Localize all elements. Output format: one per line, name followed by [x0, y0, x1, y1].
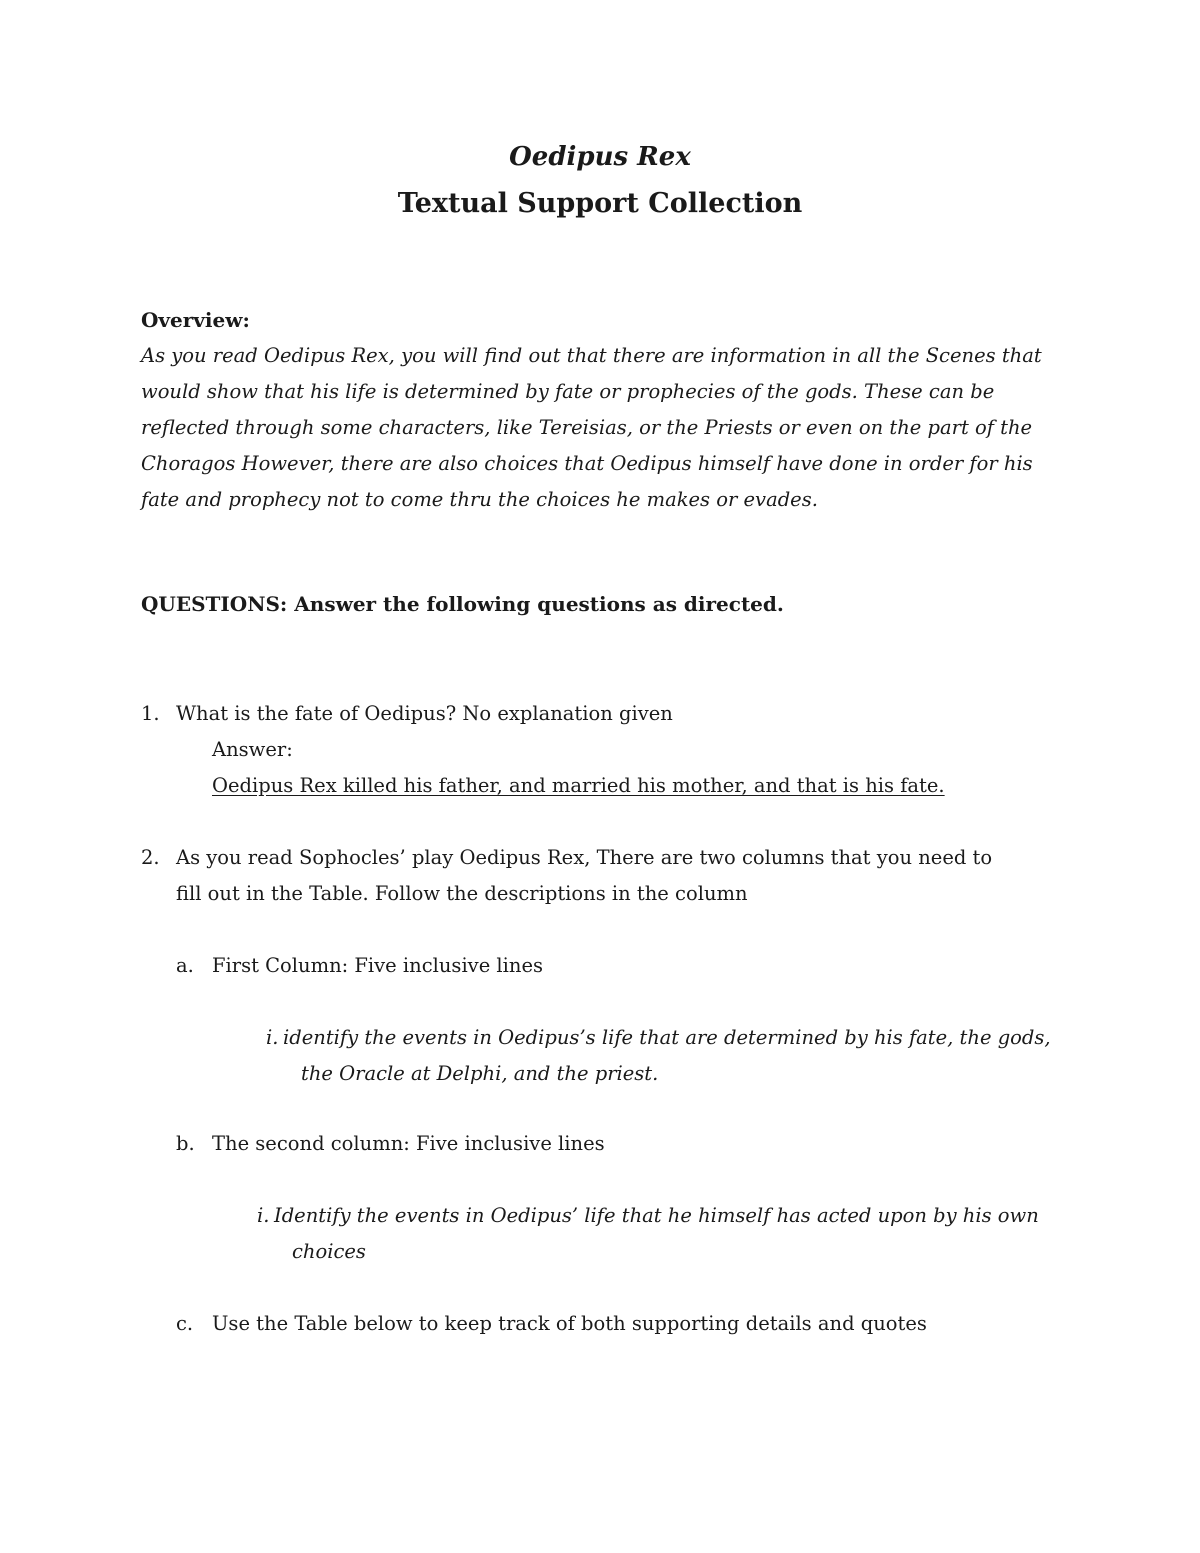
overview-line: As you read Oedipus Rex, you will find out that there are information in all the Scenes that: [141, 344, 1042, 367]
q1-number: 1.: [141, 702, 160, 725]
q2a-sub-marker: i.: [266, 1026, 279, 1049]
q1-text: What is the fate of Oedipus? No explanation given: [176, 702, 673, 725]
q2a-text: First Column: Five inclusive lines: [212, 954, 544, 977]
overview-label: Overview:: [141, 308, 250, 332]
q2-line: As you read Sophocles’ play Oedipus Rex, There are two columns that you need to: [176, 846, 993, 869]
document-title: Oedipus Rex: [509, 142, 691, 172]
q2c-marker: c.: [176, 1312, 194, 1335]
overview-line: would show that his life is determined by fate or prophecies of the gods. These can be: [141, 380, 995, 403]
overview-line: Choragos However, there are also choices that Oedipus himself have done in order for his: [141, 452, 1033, 475]
q2b-marker: b.: [176, 1132, 195, 1155]
q2a-sub-line: the Oracle at Delphi, and the priest.: [301, 1062, 659, 1085]
document-subtitle: Textual Support Collection: [397, 188, 803, 219]
q1-answer-text: Oedipus Rex killed his father, and married his mother, and that is his fate.: [212, 774, 945, 797]
q2a-sub-line: identify the events in Oedipus’s life that are determined by his fate, the gods,: [283, 1026, 1051, 1049]
q2-number: 2.: [141, 846, 160, 869]
q1-answer-label: Answer:: [212, 738, 293, 761]
q2-line: fill out in the Table. Follow the descriptions in the column: [176, 882, 748, 905]
q2b-text: The second column: Five inclusive lines: [212, 1132, 605, 1155]
overview-line: reflected through some characters, like Tereisias, or the Priests or even on the part of the: [141, 416, 1033, 439]
q2c-text: Use the Table below to keep track of both supporting details and quotes: [212, 1312, 927, 1335]
overview-paragraph: [141, 338, 1061, 518]
questions-heading: QUESTIONS: Answer the following questions as directed.: [141, 592, 784, 616]
q2b-sub-marker: i.: [257, 1204, 270, 1227]
q2a-marker: a.: [176, 954, 194, 977]
overview-line: fate and prophecy not to come thru the choices he makes or evades.: [141, 488, 818, 511]
q2b-sub-line: choices: [292, 1240, 366, 1263]
q2b-sub-line: Identify the events in Oedipus’ life that he himself has acted upon by his own: [274, 1204, 1039, 1227]
